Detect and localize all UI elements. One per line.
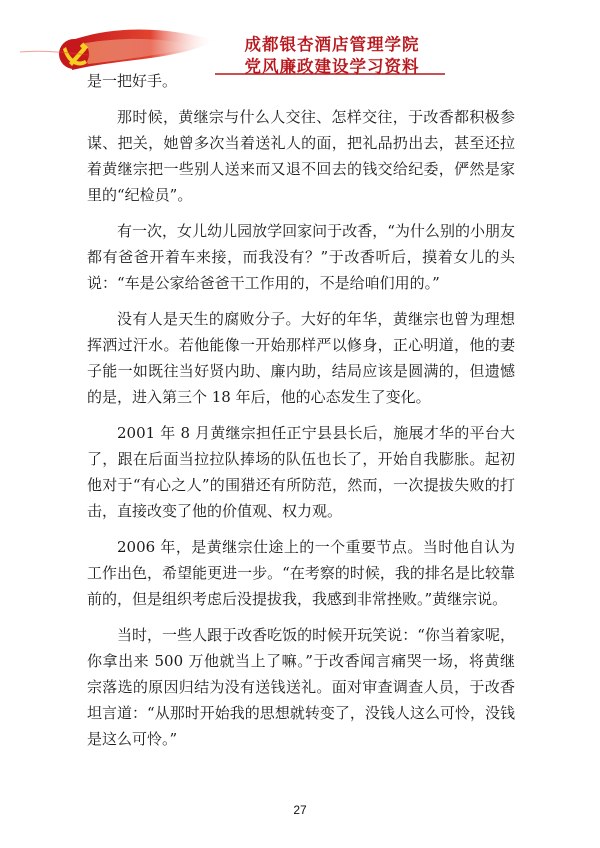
header-title-line1: 成都银杏酒店管理学院 [244,35,420,54]
paragraph-2: 那时候，黄继宗与什么人交往、怎样交往，于改香都积极参谋、把关，她曾多次当着送礼人的面，把礼品扔出去，甚至还拉着黄继宗把一些别人送来而又退不回去的钱交给纪委，俨然是家里的“纪检员”。 [87,108,515,204]
paragraph-5: 2001 年 8 月黄继宗担任正宁县县长后，施展才华的平台大了，跟在后面当拉拉队捧场的队伍也长了，开始自我膨胀。起初他对于“有心之人”的围猎还有所防范，然而，一次提拔失败的打击，直接改变了他的价值观、权力观。 [87,424,515,520]
paragraph-7: 当时，一些人跟于改香吃饭的时候开玩笑说：“你当着家呢，你拿出来 500 万他就当上了嘛。”于改香闻言痛哭一场，将黄继宗落选的原因归结为没有送钱送礼。面对审查调查人员，于改香坦言道：“从那时开始我的思想就转变了，没钱人这么可怜，没钱是这么可怜。” [87,626,515,748]
paragraph-4: 没有人是天生的腐败分子。大好的年华，黄继宗也曾为理想挥洒过汗水。若他能像一开始那样严以修身，正心明道，他的妻子能一如既往当好贤内助、廉内助，结局应该是圆满的，但遗憾的是，进入第三个 18 年后，他的心态发生了变化。 [87,310,515,406]
paragraph-3: 有一次，女儿幼儿园放学回家问于改香，“为什么别的小朋友都有爸爸开着车来接，而我没有？”于改香听后，摸着女儿的头说：“车是公家给爸爸干工作用的，不是给咱们用的。” [87,222,515,292]
page-number: 27 [293,803,307,817]
header-title-line2: 党风廉政建设学习资料 [244,57,420,76]
paragraph-6: 2006 年，是黄继宗仕途上的一个重要节点。当时他自认为工作出色，希望能更进一步。“在考察的时候，我的排名是比较靠前的，但是组织考虑后没提拔我，我感到非常挫败。”黄继宗说。 [87,538,515,608]
paragraph-1: 是一把好手。 [87,72,178,90]
document-body [87,68,515,762]
